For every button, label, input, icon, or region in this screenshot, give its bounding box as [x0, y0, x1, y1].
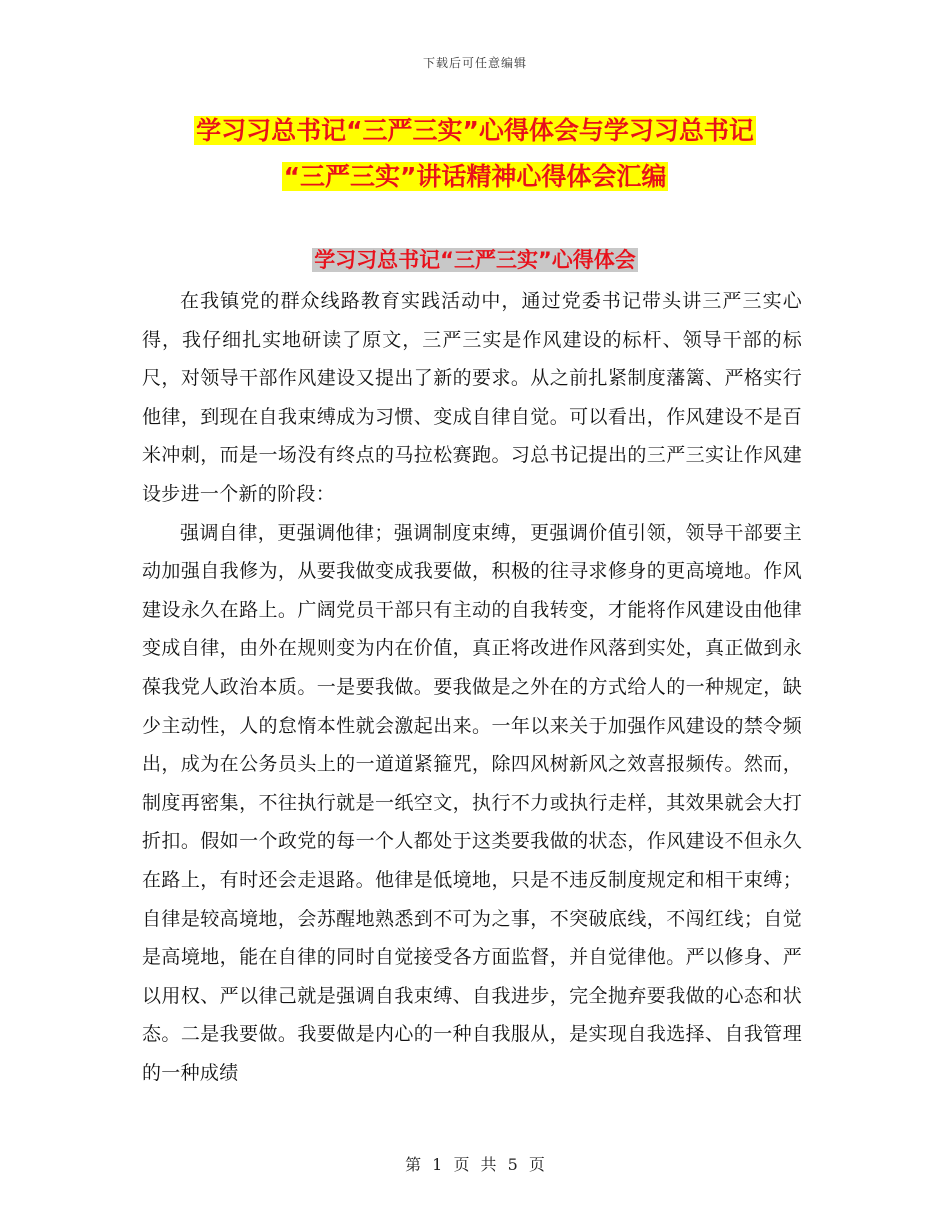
- section-heading: [140, 244, 810, 276]
- page-number: 第 1 页 共 5 页: [405, 1155, 545, 1174]
- document-title-line-2: [140, 154, 810, 200]
- section-heading-text: 学习习总书记“三严三实”心得体会: [314, 248, 636, 272]
- body-text: [142, 282, 802, 1092]
- title-line-2-text: “三严三实”讲话精神心得体会汇编: [283, 162, 667, 191]
- page-header-note: 下载后可任意编辑: [422, 56, 527, 70]
- title-line-1-text: 学习习总书记“三严三实”心得体会与学习习总书记: [196, 116, 754, 145]
- document-title-line-1: [140, 108, 810, 154]
- paragraph-2: 强调自律，更强调他律；强调制度束缚，更强调价值引领，领导干部要主动加强自我修为，从要我做变成我要做，积极的往寻求修身的更高境地。作风建设永久在路上。广阔党员干部只有主动的自我转变，才能将作风建设由他律变成自律，由外在规则变为内在价值，真正将改进作风落到实处，真正做到永葆我党人政治本质。一是要我做。要我做是之外在的方式给人的一种规定，缺少主动性，人的怠惰本性就会激起出来。一年以来关于加强作风建设的禁令频出，成为在公务员头上的一道道紧箍咒，除四风树新风之效喜报频传。然而，制度再密集，不往执行就是一纸空文，执行不力或执行走样，其效果就会大打折扣。假如一个政党的每一个人都处于这类要我做的状态，作风建设不但永久在路上，有时还会走退路。他律是低境地，只是不违反制度规定和相干束缚；自律是较高境地，会苏醒地熟悉到不可为之事，不突破底线，不闯红线；自觉是高境地，能在自律的同时自觉接受各方面监督，并自觉律他。严以修身、严以用权、严以律己就是强调自我束缚、自我进步，完全抛弃要我做的心态和状态。二是我要做。我要做是内心的一种自我服从，是实现自我选择、自我管理的一种成绩: [142, 521, 802, 1084]
- document-title: [140, 108, 810, 200]
- paragraph-1: 在我镇党的群众线路教育实践活动中，通过党委书记带头讲三严三实心得，我仔细扎实地研读了原文，三严三实是作风建设的标杆、领导干部的标尺，对领导干部作风建设又提出了新的要求。从之前扎紧制度藩篱、严格实行他律，到现在自我束缚成为习惯、变成自律自觉。可以看出，作风建设不是百米冲刺，而是一场没有终点的马拉松赛跑。习总书记提出的三严三实让作风建设步进一个新的阶段：: [142, 290, 802, 505]
